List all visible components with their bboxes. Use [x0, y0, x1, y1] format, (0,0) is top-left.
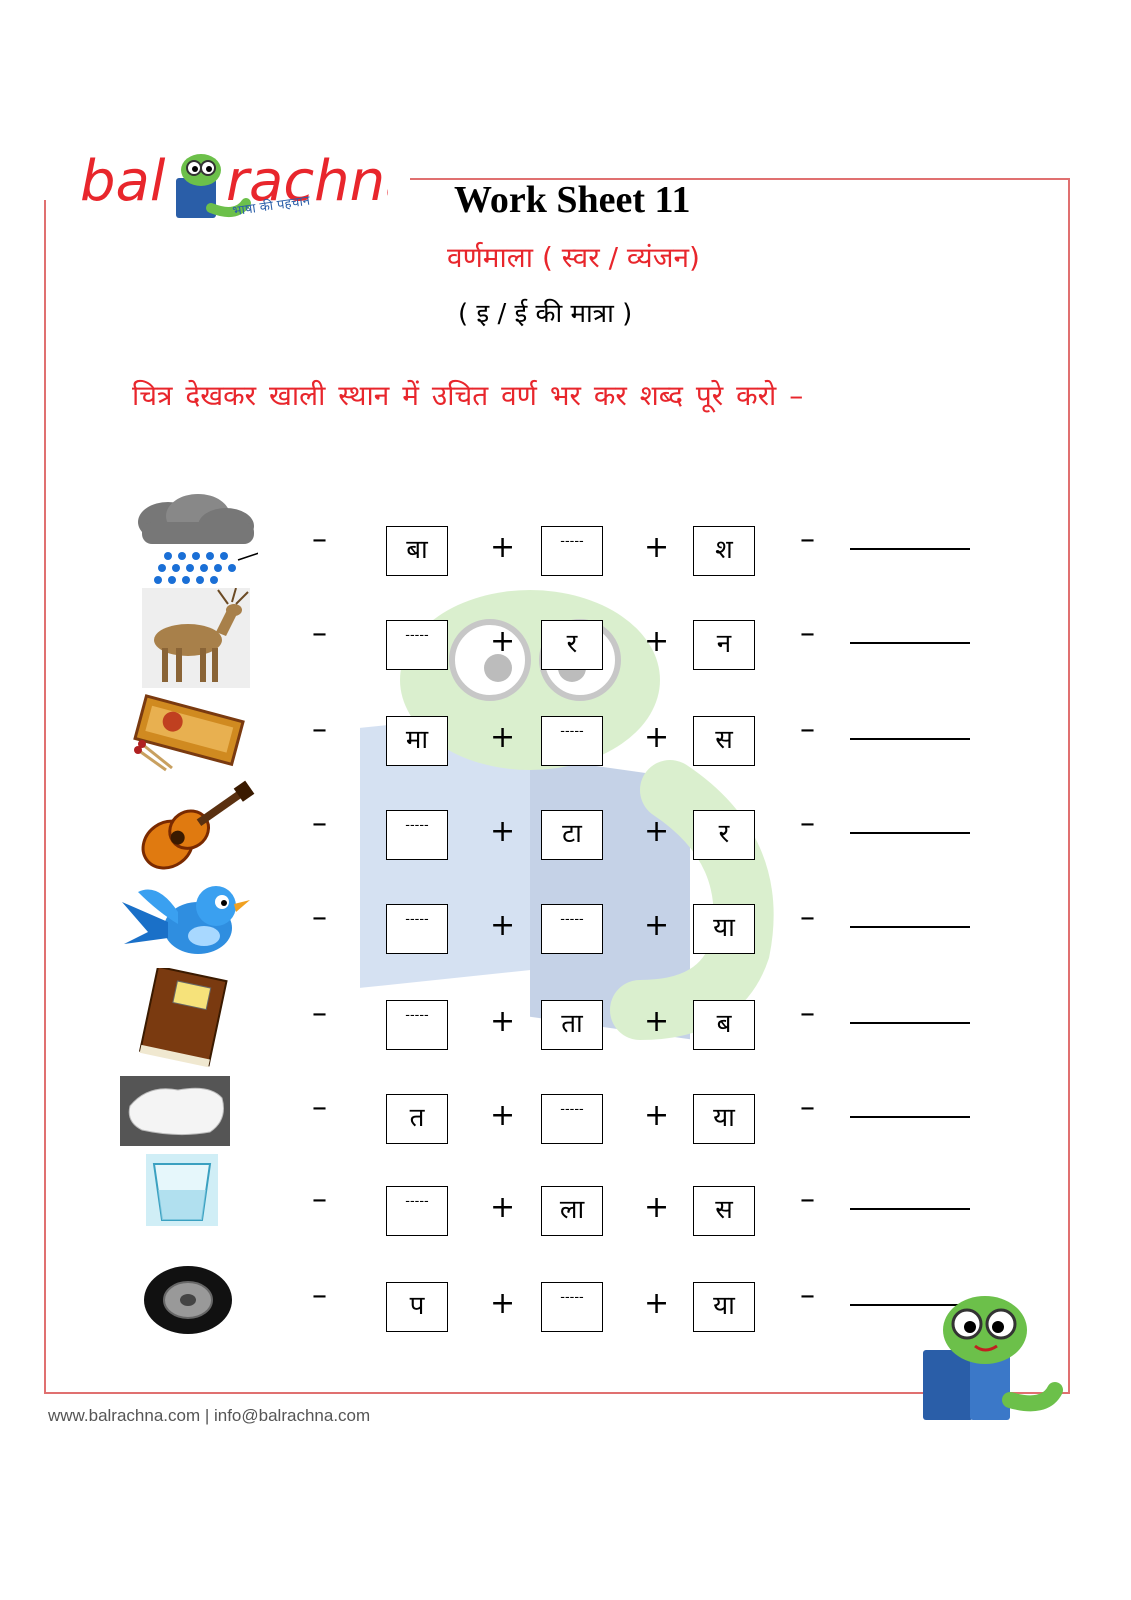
plus-sign: +: [490, 1004, 516, 1039]
pillow-picture: [118, 1062, 258, 1162]
letter-box: बा: [386, 526, 448, 576]
balrachna-logo: [78, 130, 388, 240]
glass-picture: [118, 1154, 258, 1254]
plus-sign: +: [490, 530, 516, 565]
plus-sign: +: [644, 720, 670, 755]
plus-sign: +: [644, 814, 670, 849]
letter-box: ब: [693, 1000, 755, 1050]
exercise-row: [0, 520, 1131, 580]
worksheet-topic: ( इ / ई की मात्रा ): [458, 299, 633, 329]
equals-dash: –: [800, 616, 815, 651]
equals-dash: –: [312, 712, 327, 747]
guitar-picture: [118, 778, 258, 878]
bird-picture: [118, 872, 258, 972]
exercise-row: [0, 1088, 1131, 1148]
equals-dash: –: [800, 522, 815, 557]
footer-contact: www.balrachna.com | info@balrachna.com: [48, 1406, 371, 1425]
letter-box: या: [693, 1094, 755, 1144]
equals-dash: –: [312, 1182, 327, 1217]
plus-sign: +: [490, 1286, 516, 1321]
blank-letter-box[interactable]: -----: [386, 904, 448, 954]
equals-dash: –: [312, 996, 327, 1031]
answer-line[interactable]: [850, 1022, 970, 1024]
equals-dash: –: [800, 712, 815, 747]
plus-sign: +: [644, 1098, 670, 1133]
svg-text:rachna: rachn: [226, 149, 386, 214]
letter-box: टा: [541, 810, 603, 860]
plus-sign: +: [490, 1098, 516, 1133]
equals-dash: –: [800, 1090, 815, 1125]
letter-box: न: [693, 620, 755, 670]
plus-sign: +: [644, 1286, 670, 1321]
answer-line[interactable]: [850, 926, 970, 928]
plus-sign: +: [490, 814, 516, 849]
equals-dash: –: [312, 1278, 327, 1313]
logo-mascot-icon: [78, 130, 388, 240]
answer-line[interactable]: [850, 642, 970, 644]
letter-box: त: [386, 1094, 448, 1144]
exercise-row: [0, 614, 1131, 674]
blank-letter-box[interactable]: -----: [541, 904, 603, 954]
logo-tagline: भाषा की पहचान: [231, 193, 312, 220]
letter-box: मा: [386, 716, 448, 766]
letter-box: ता: [541, 1000, 603, 1050]
worksheet-subtitle: वर्णमाला ( स्वर / व्यंजन): [447, 241, 700, 274]
blank-letter-box[interactable]: -----: [541, 716, 603, 766]
answer-line[interactable]: [850, 738, 970, 740]
mascot-icon: [915, 1290, 1065, 1430]
plus-sign: +: [644, 530, 670, 565]
letter-box: प: [386, 1282, 448, 1332]
answer-line[interactable]: [850, 1208, 970, 1210]
letter-box: या: [693, 904, 755, 954]
letter-box: स: [693, 716, 755, 766]
plus-sign: +: [644, 624, 670, 659]
plus-sign: +: [644, 1190, 670, 1225]
equals-dash: –: [800, 1182, 815, 1217]
blank-letter-box[interactable]: -----: [386, 620, 448, 670]
equals-dash: –: [800, 1278, 815, 1313]
equals-dash: –: [312, 900, 327, 935]
answer-line[interactable]: [850, 548, 970, 550]
plus-sign: +: [644, 1004, 670, 1039]
exercise-row: [0, 710, 1131, 770]
instruction-text: चित्र देखकर खाली स्थान में उचित वर्ण भर कर शब्द पूरे करो –: [132, 379, 804, 412]
letter-box: र: [693, 810, 755, 860]
plus-sign: +: [490, 720, 516, 755]
plus-sign: +: [644, 908, 670, 943]
plus-sign: +: [490, 908, 516, 943]
plus-sign: +: [490, 624, 516, 659]
equals-dash: –: [800, 900, 815, 935]
letter-box: श: [693, 526, 755, 576]
letter-box: स: [693, 1186, 755, 1236]
answer-line[interactable]: [850, 832, 970, 834]
rain-cloud-picture: [118, 494, 258, 594]
blank-letter-box[interactable]: -----: [541, 1094, 603, 1144]
exercise-row: [0, 898, 1131, 958]
blank-letter-box[interactable]: -----: [541, 1282, 603, 1332]
matchbox-picture: [118, 684, 258, 784]
equals-dash: –: [800, 806, 815, 841]
equals-dash: –: [312, 522, 327, 557]
blank-letter-box[interactable]: -----: [541, 526, 603, 576]
equals-dash: –: [800, 996, 815, 1031]
svg-text:bal: bal: [80, 149, 166, 214]
tyre-picture: [118, 1250, 258, 1350]
book-picture: [118, 968, 258, 1068]
letter-box: या: [693, 1282, 755, 1332]
letter-box: ला: [541, 1186, 603, 1236]
blank-letter-box[interactable]: -----: [386, 1000, 448, 1050]
plus-sign: +: [490, 1190, 516, 1225]
equals-dash: –: [312, 616, 327, 651]
worksheet-title: Work Sheet 11: [454, 179, 691, 221]
exercise-row: [0, 994, 1131, 1054]
equals-dash: –: [312, 806, 327, 841]
blank-letter-box[interactable]: -----: [386, 810, 448, 860]
equals-dash: –: [312, 1090, 327, 1125]
blank-letter-box[interactable]: -----: [386, 1186, 448, 1236]
exercise-row: [0, 1180, 1131, 1240]
answer-line[interactable]: [850, 1116, 970, 1118]
exercise-row: [0, 804, 1131, 864]
deer-picture: [118, 588, 258, 688]
letter-box: र: [541, 620, 603, 670]
